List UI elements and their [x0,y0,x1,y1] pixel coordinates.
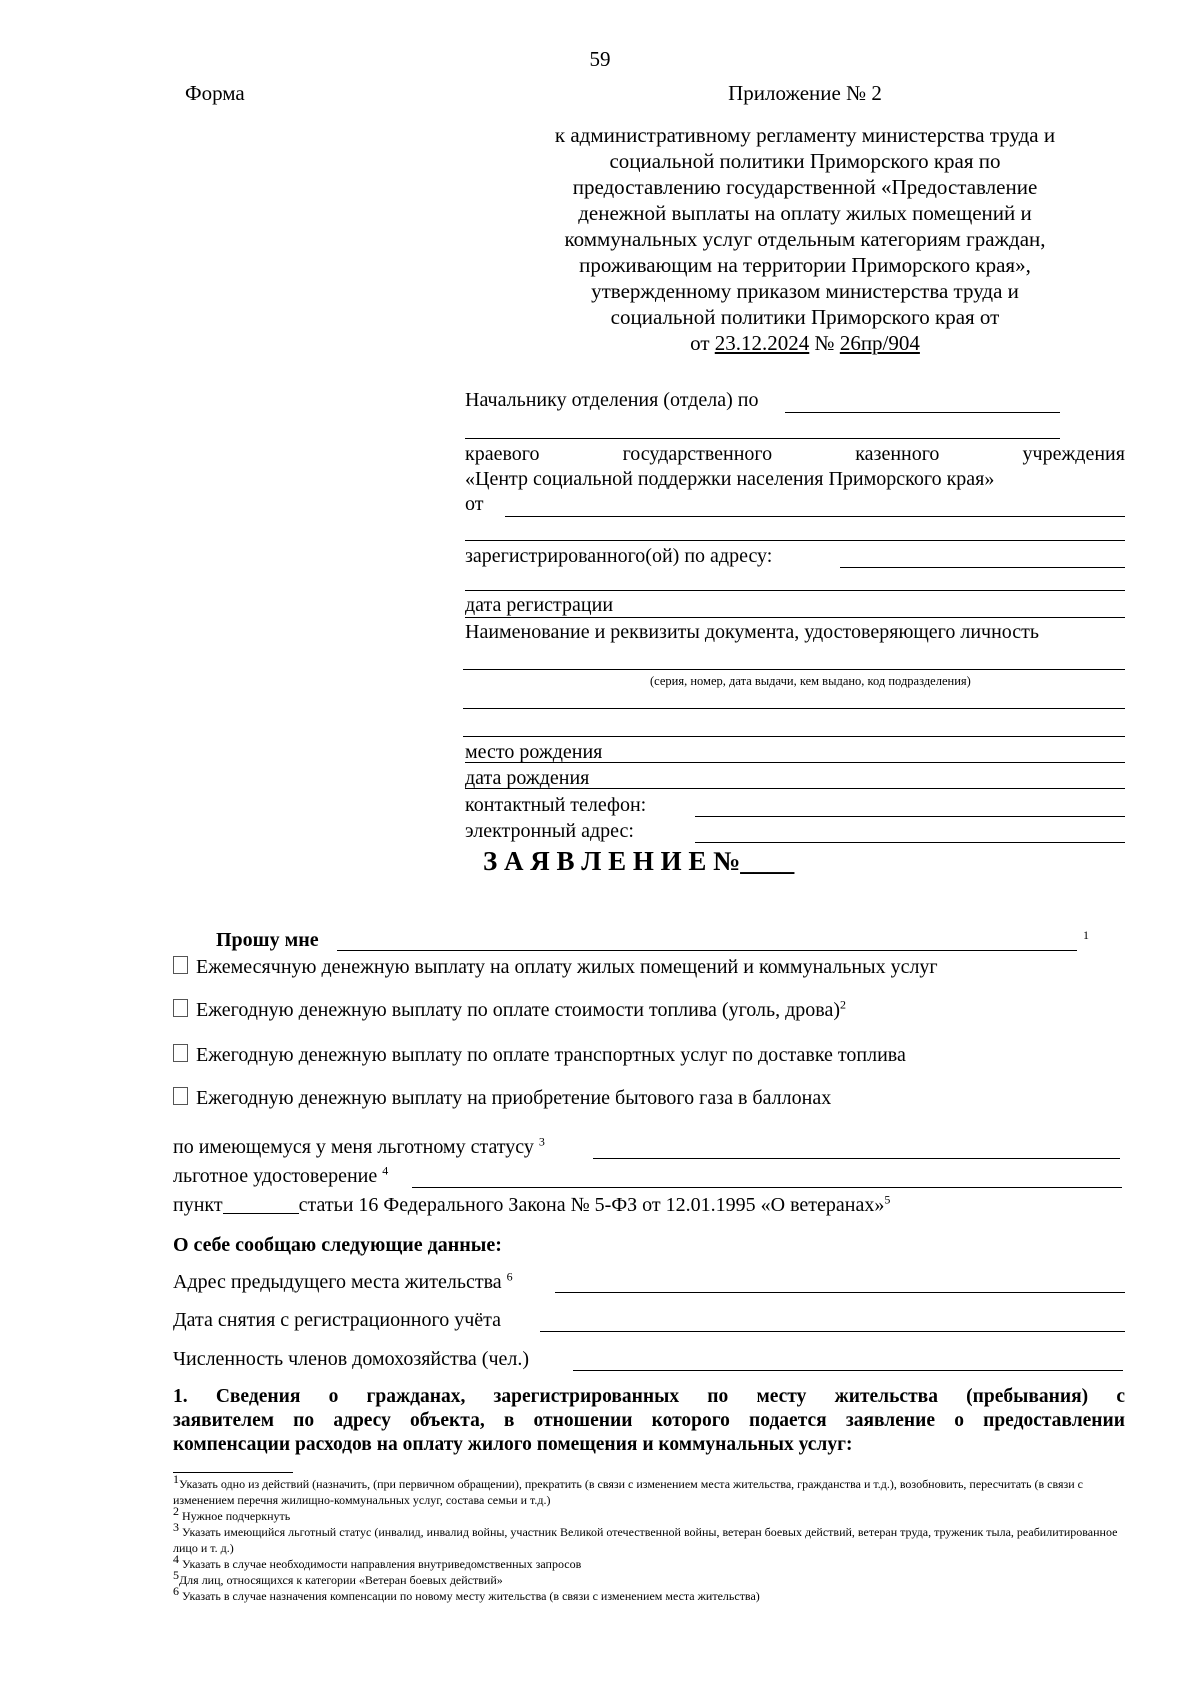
institution-name: «Центр социальной поддержки населения Приморского края» [465,468,995,490]
id-document-hint: (серия, номер, дата выдачи, кем выдано, код подразделения) [650,674,971,688]
id-document-line[interactable] [463,669,1125,670]
birth-place-label: место рождения [465,741,603,763]
registered-address-line[interactable] [840,567,1125,568]
request-footnote-mark: 1 [1083,928,1089,942]
email-line[interactable] [695,842,1125,843]
appendix-line: социальной политики Приморского края от [610,305,1000,329]
birth-date-label: дата рождения [465,767,590,789]
form-label: Форма [185,81,245,105]
appendix-line: проживающим на территории Приморского края», [579,253,1031,277]
footnote: $^3$ Указать имеющийся льготный статус (инвалид, инвалид войны, участник Великой отечественной войны, ветеран боевых действий, ветеран труда, труженик тыла, реабилитированное лицо и т. д.) [173,1520,1118,1555]
option-4[interactable]: Ежегодную денежную выплату на приобретение бытового газа в баллонах [173,1086,831,1110]
deregistration-line[interactable] [540,1331,1125,1332]
order-reference: от 23.12.2024 № 26пр/904 [690,331,920,355]
option-3[interactable]: Ежегодную денежную выплату по оплате транспортных услуг по доставке топлива [173,1043,906,1067]
prev-address-label: Адрес предыдущего места жительства $^6$ [173,1269,513,1293]
birth-date-line[interactable] [465,788,1125,789]
from-line[interactable] [505,516,1125,517]
certificate-line[interactable] [412,1187,1122,1188]
self-info-heading: О себе сообщаю следующие данные: [173,1234,502,1256]
phone-line[interactable] [695,816,1125,817]
registered-address-label: зарегистрированного(ой) по адресу: [465,545,773,567]
registration-date-line[interactable] [465,617,1125,618]
birth-place-line[interactable] [465,762,1125,763]
clause-row: пункт статьи 16 Федерального Закона № 5-ФЗ от 12.01.1995 «О ветеранах»$^5$ [173,1192,891,1216]
statement-title: З А Я В Л Е Н И Е №____ [483,846,795,876]
phone-label: контактный телефон: [465,794,647,816]
prev-address-line[interactable] [555,1292,1125,1293]
appendix-title: Приложение № 2 [728,81,882,105]
id-document-line-3[interactable] [463,736,1125,737]
from-label: от [465,493,484,515]
household-line[interactable] [573,1370,1123,1371]
order-date: 23.12.2024 [714,331,810,355]
to-head-line-2[interactable] [465,438,1060,439]
page-number: 59 [589,47,611,71]
footnote: $^4$ Указать в случае необходимости направления внутриведомственных запросов [173,1552,582,1571]
appendix-line: социальной политики Приморского края по [609,149,1001,173]
checkbox[interactable] [173,999,188,1017]
to-head-line[interactable] [785,412,1060,413]
request-line[interactable] [337,950,1077,951]
appendix-line: к административному регламенту министерства труда и [554,123,1056,147]
status-line[interactable] [593,1158,1120,1159]
request-label: Прошу мне [216,929,319,951]
household-label: Численность членов домохозяйства (чел.) [173,1348,530,1370]
to-head-label: Начальнику отделения (отдела) по [465,389,759,411]
order-number: 26пр/904 [839,331,920,355]
institution-words: краевого государственного казенного учреждения [465,443,1125,465]
from-line-2[interactable] [465,540,1125,541]
clause-number-line[interactable] [223,1195,299,1214]
appendix-text [480,122,1130,356]
registered-address-line-2[interactable] [465,590,1125,591]
footnote-separator [173,1472,293,1473]
checkbox[interactable] [173,1044,188,1062]
footnote: $^5$Для лиц, относящихся к категории «Ветеран боевых действий» [173,1568,503,1587]
checkbox[interactable] [173,956,188,974]
appendix-line: коммунальных услуг отдельным категориям граждан, [564,227,1046,251]
footnote: $^6$ Указать в случае назначения компенсации по новому месту жительства (в связи с изменением места жительства) [173,1584,760,1603]
appendix-line: утвержденному приказом министерства труда и [591,279,1019,303]
footnote: $^1$Указать одно из действий (назначить, (при первичном обращении), прекратить (в связи с изменением места жительства, гражданства и т.д.), возобновить, пересчитать (в связи с изменением перечня жилищно-коммунальных услуг, состава семьи и т.д.) [173,1472,1083,1507]
appendix-line: предоставлению государственной «Предоставление [572,175,1038,199]
registration-date-label: дата регистрации [465,594,614,616]
option-1[interactable]: Ежемесячную денежную выплату на оплату жилых помещений и коммунальных услуг [173,955,938,979]
deregistration-label: Дата снятия с регистрационного учёта [173,1309,501,1331]
option-2[interactable]: Ежегодную денежную выплату по оплате стоимости топлива (уголь, дрова)$^2$ [173,998,846,1022]
id-document-line-2[interactable] [463,708,1125,709]
section-1-heading: 1. Сведения о гражданах, зарегистрированных по месту жительства (пребывания) с заявителем по адресу объекта, в отношении которого подается заявление о предоставлении компенсации расходов на оплату жилого помещения и коммунальных услуг: [173,1386,1125,1455]
certificate-label: льготное удостоверение $^4$ [173,1163,389,1187]
email-label: электронный адрес: [465,820,634,842]
checkbox[interactable] [173,1087,188,1105]
footnote: $^2$ Нужное подчеркнуть [173,1504,291,1523]
footnotes [173,1472,1125,1604]
id-document-label: Наименование и реквизиты документа, удостоверяющего личность [465,621,1040,643]
appendix-line: денежной выплаты на оплату жилых помещений и [578,201,1032,225]
status-label: по имеющемуся у меня льготному статусу $^3$ [173,1134,545,1158]
